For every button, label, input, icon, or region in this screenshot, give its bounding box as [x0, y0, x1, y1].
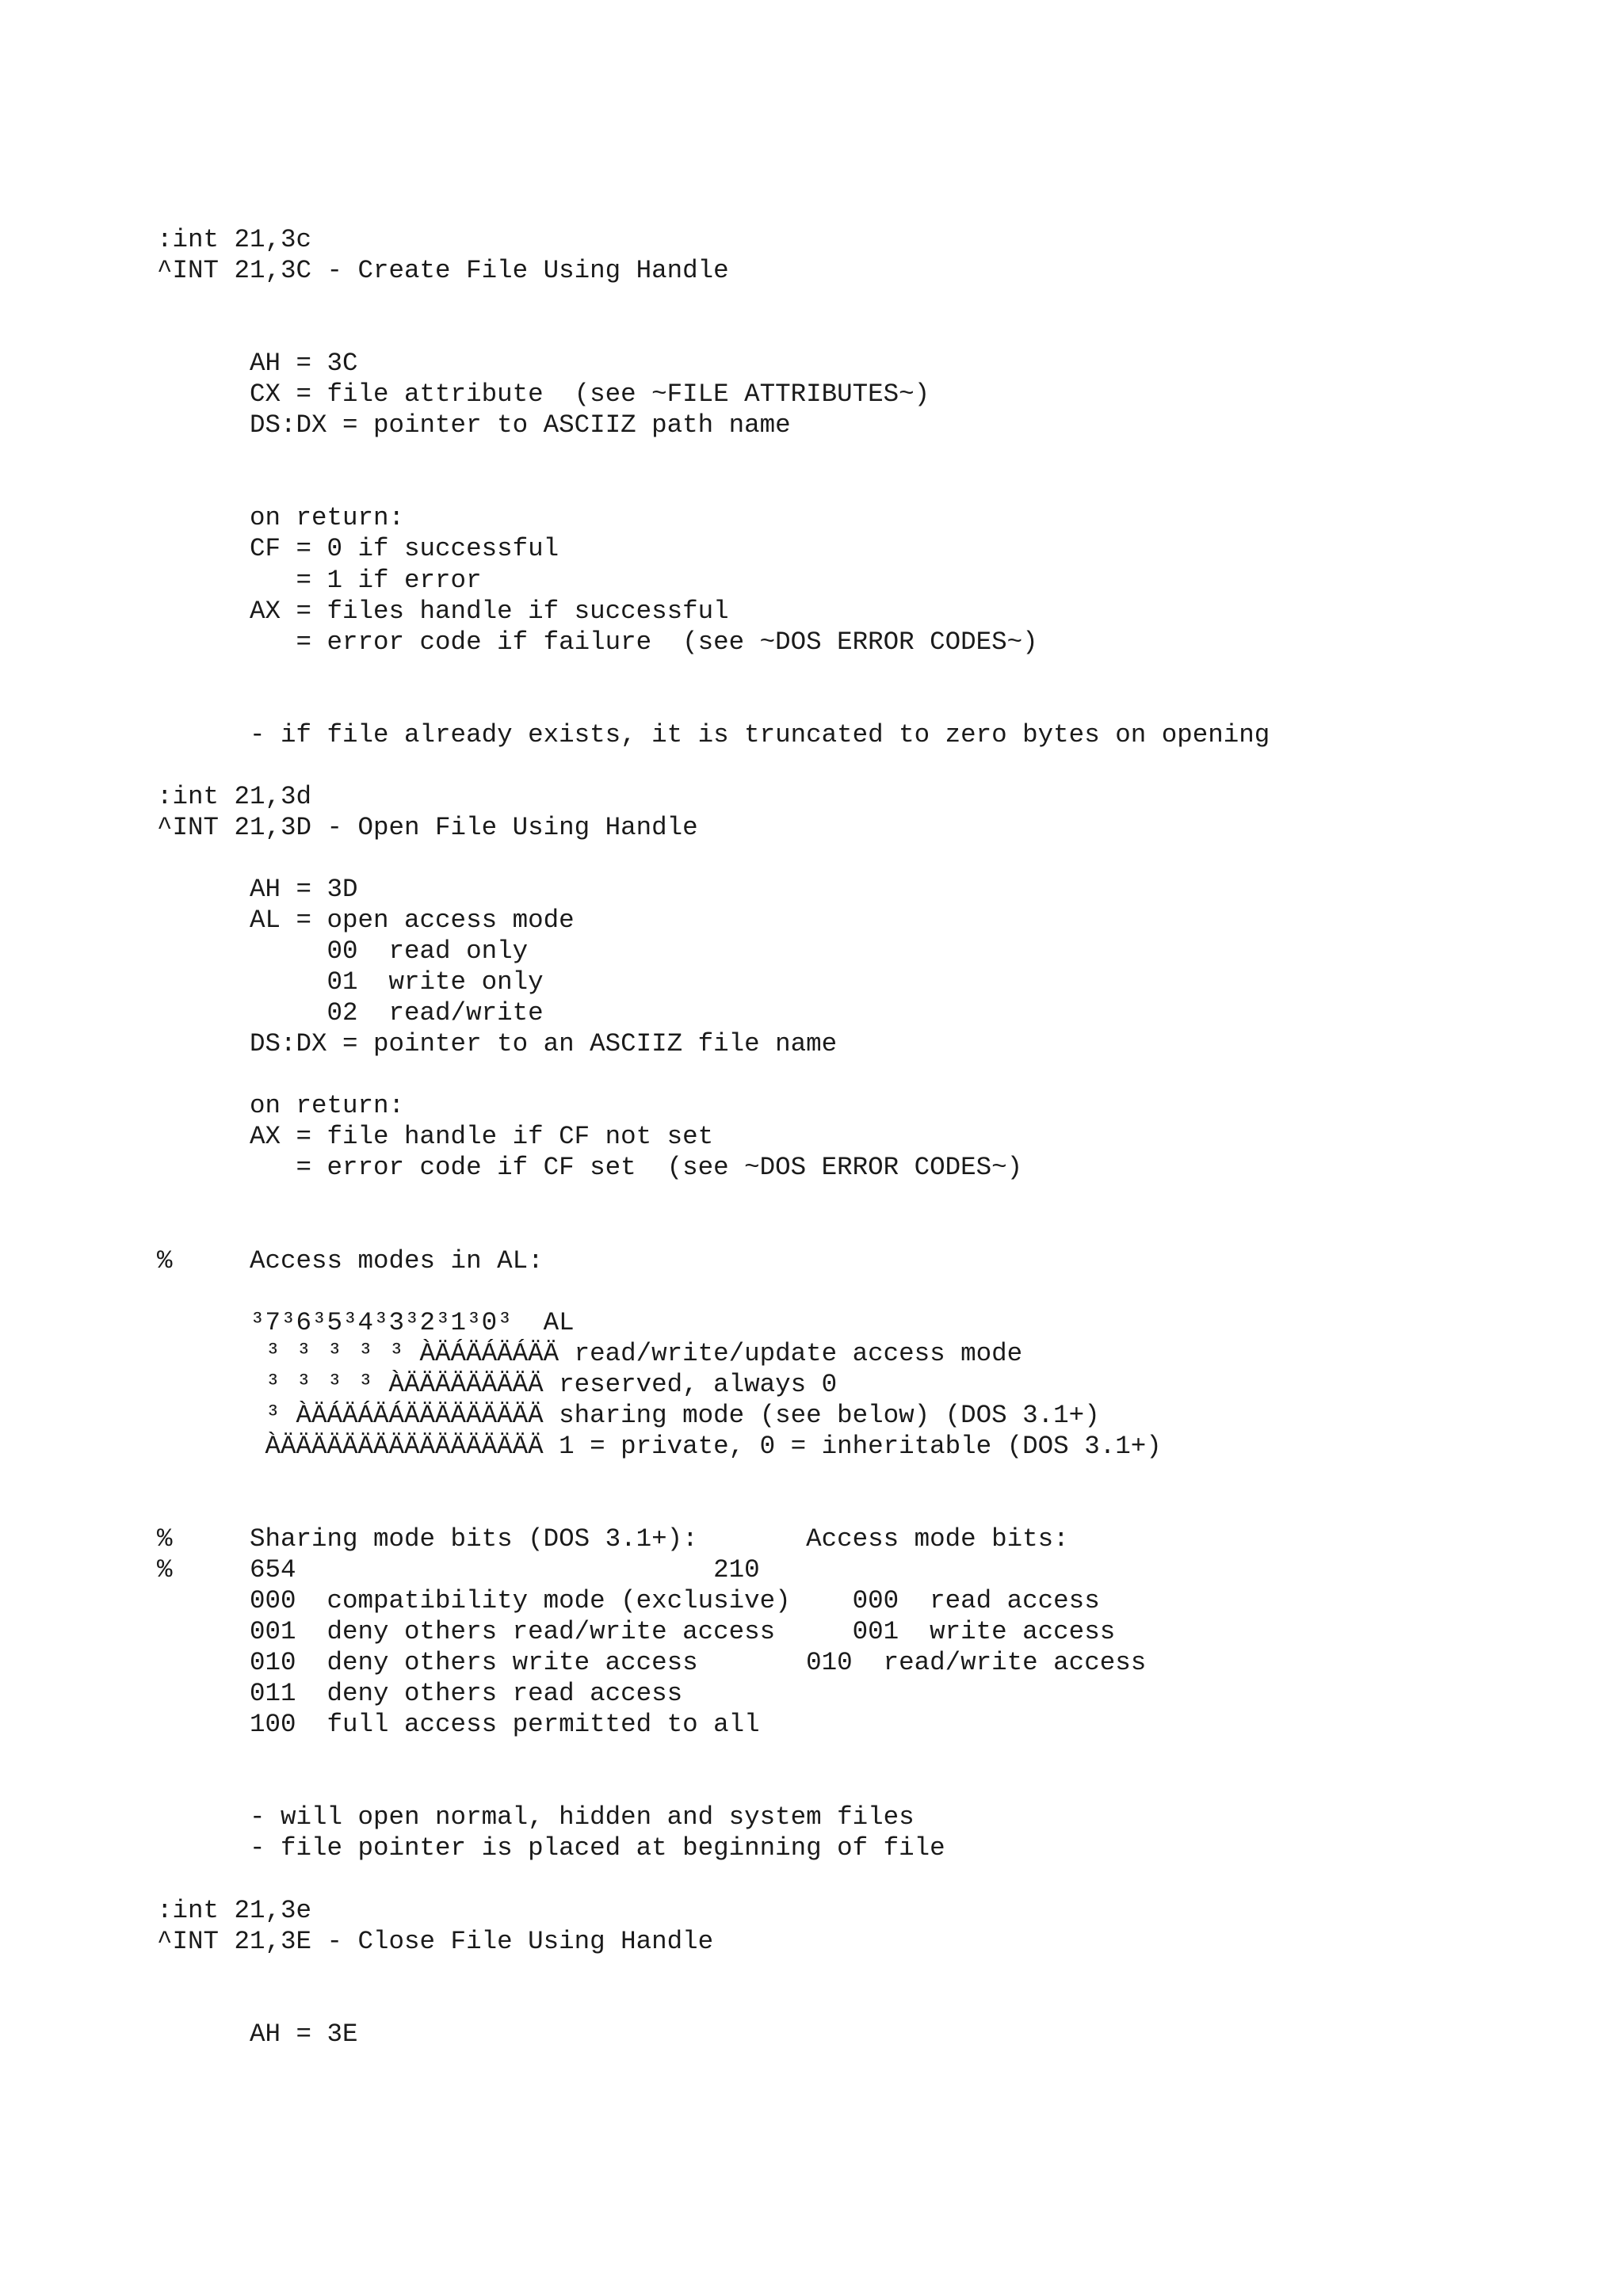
- doc-line: AH = 3D: [157, 874, 358, 904]
- doc-line: AX = files handle if successful: [157, 596, 729, 626]
- doc-line: AL = open access mode: [157, 906, 575, 936]
- doc-line: :int 21,3e: [157, 1895, 312, 1925]
- doc-line: = error code if failure (see ~DOS ERROR CODES~): [157, 627, 1038, 657]
- doc-line: [157, 1493, 1599, 1524]
- doc-line: 001 deny others read/write access 001 write access: [157, 1617, 1116, 1647]
- doc-line: AH = 3C: [157, 349, 358, 379]
- doc-line: [157, 750, 1599, 781]
- doc-line: CX = file attribute (see ~FILE ATTRIBUTES~): [157, 379, 930, 410]
- doc-line: [157, 1183, 1599, 1214]
- doc-line: 010 deny others write access 010 read/write access: [157, 1648, 1147, 1678]
- doc-line: ÀÄÄÄÄÄÄÄÄÄÄÄÄÄÄÄÄÄ 1 = private, 0 = inheritable (DOS 3.1+): [157, 1431, 1162, 1461]
- doc-line: ³ ÀÄÁÄÁÄÁÄÄÄÄÄÄÄÄÄ sharing mode (see below) (DOS 3.1+): [157, 1400, 1100, 1430]
- doc-line: [157, 1462, 1599, 1493]
- doc-line: [157, 1059, 1599, 1090]
- doc-line: 100 full access permitted to all: [157, 1710, 760, 1740]
- doc-line: 01 write only: [157, 967, 544, 997]
- doc-line: [157, 843, 1599, 874]
- doc-line: ³ ³ ³ ³ ÀÄÄÄÄÄÄÄÄÄ reserved, always 0: [157, 1369, 838, 1399]
- doc-line: 00 read only: [157, 936, 529, 967]
- doc-line: [157, 688, 1599, 719]
- doc-line: - will open normal, hidden and system files: [157, 1802, 915, 1833]
- doc-line: ^INT 21,3D - Open File Using Handle: [157, 812, 698, 842]
- doc-line: ^INT 21,3E - Close File Using Handle: [157, 1926, 714, 1956]
- doc-line: [157, 471, 1599, 502]
- doc-line: [157, 317, 1599, 348]
- doc-line: [157, 658, 1599, 688]
- doc-line: [157, 1215, 1599, 1245]
- doc-line: = 1 if error: [157, 565, 482, 595]
- doc-line: ^INT 21,3C - Create File Using Handle: [157, 256, 729, 286]
- doc-line: [157, 1771, 1599, 1802]
- doc-line: [157, 286, 1599, 317]
- doc-line: [157, 441, 1599, 471]
- doc-line: :int 21,3d: [157, 781, 312, 811]
- doc-line: [157, 1276, 1599, 1307]
- doc-line: AX = file handle if CF not set: [157, 1122, 714, 1152]
- doc-line: % Access modes in AL:: [157, 1245, 544, 1276]
- doc-line: [157, 1957, 1599, 1988]
- doc-line: - file pointer is placed at beginning of file: [157, 1833, 945, 1863]
- doc-line: = error code if CF set (see ~DOS ERROR CODES~): [157, 1153, 1023, 1183]
- doc-line: - if file already exists, it is truncated to zero bytes on opening: [157, 719, 1270, 749]
- doc-line: on return:: [157, 1091, 405, 1121]
- doc-line: 011 deny others read access: [157, 1679, 683, 1709]
- doc-line: [157, 1863, 1599, 1894]
- document-body: [157, 224, 1599, 2050]
- doc-line: ³ ³ ³ ³ ³ ÀÄÁÄÁÄÁÄÄ read/write/update access mode: [157, 1338, 1023, 1368]
- doc-line: % 654 210: [157, 1555, 760, 1585]
- doc-line: 02 read/write: [157, 998, 544, 1028]
- doc-line: DS:DX = pointer to an ASCIIZ file name: [157, 1029, 838, 1059]
- doc-line: % Sharing mode bits (DOS 3.1+): Access mode bits:: [157, 1524, 1069, 1554]
- doc-line: DS:DX = pointer to ASCIIZ path name: [157, 410, 791, 441]
- doc-line: CF = 0 if successful: [157, 534, 559, 564]
- doc-line: 000 compatibility mode (exclusive) 000 read access: [157, 1586, 1100, 1616]
- doc-line: AH = 3E: [157, 2019, 358, 2049]
- doc-line: ³7³6³5³4³3³2³1³0³ AL: [157, 1307, 575, 1337]
- doc-line: [157, 1740, 1599, 1771]
- doc-line: :int 21,3c: [157, 225, 312, 254]
- doc-line: on return:: [157, 503, 405, 533]
- doc-line: [157, 1988, 1599, 2019]
